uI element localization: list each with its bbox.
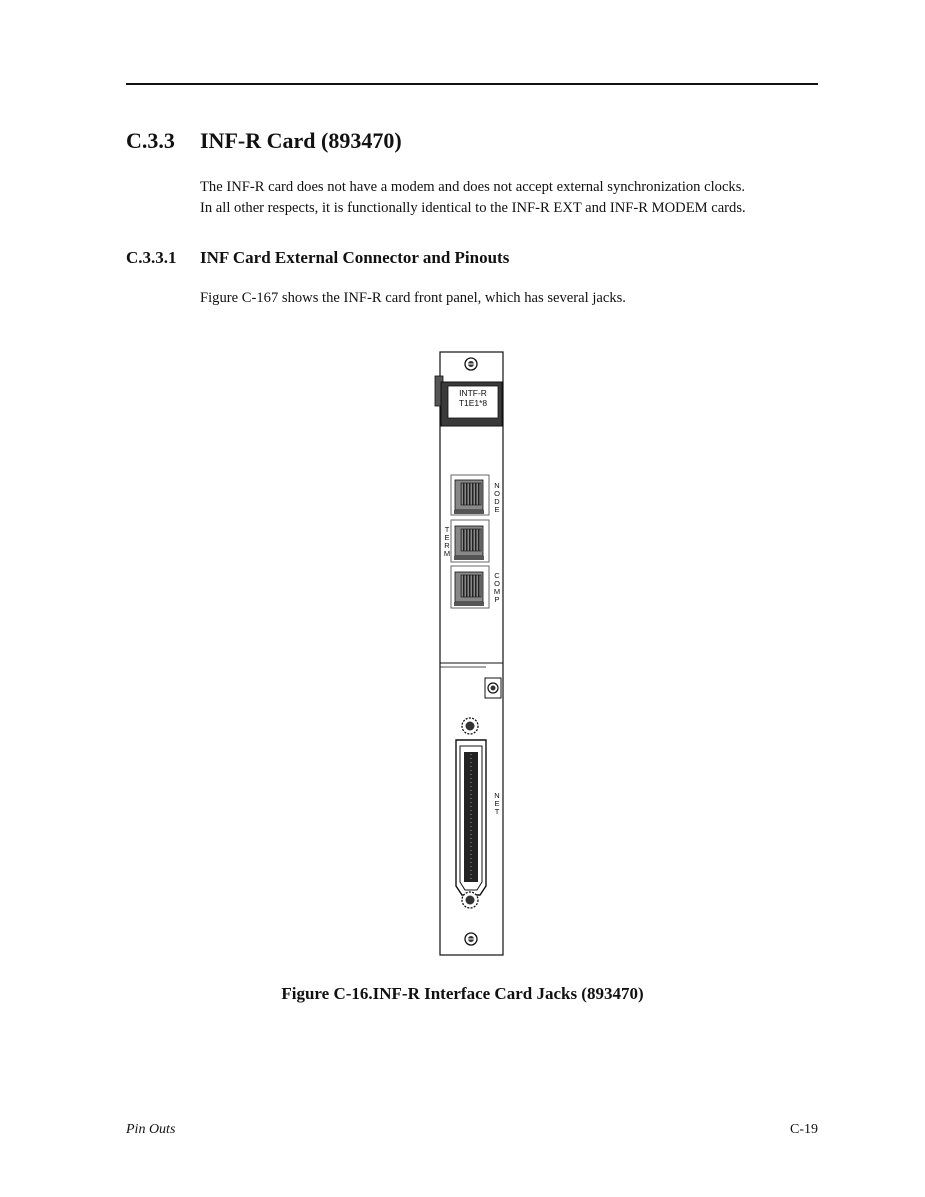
top-rule: [126, 83, 818, 85]
term-jack-label: T E R M: [443, 525, 451, 558]
figure-caption: Figure C-16.INF-R Interface Card Jacks (893470): [281, 984, 644, 1003]
section-heading: [126, 128, 402, 154]
footer-chapter: Pin Outs: [126, 1122, 176, 1137]
net-connector-label: N E T: [494, 791, 500, 816]
comp-jack-label: C O M P: [493, 571, 501, 604]
node-jack-icon: [451, 475, 489, 515]
node-jack-label: N O D E: [494, 481, 500, 514]
card-label-line-2: T1E1*8: [458, 398, 488, 408]
comp-jack-icon: [451, 566, 489, 608]
intro-line-2: In all other respects, it is functionally identical to the INF-R EXT and INF-R MODEM cards.: [200, 200, 746, 216]
page-number: C-19: [790, 1122, 818, 1137]
lower-thumbscrew-icon: [462, 892, 478, 908]
term-jack-icon: [451, 520, 489, 562]
top-screw-icon: [465, 358, 477, 370]
subsection-heading: [126, 248, 509, 268]
card-label-line-1: INTF-R: [459, 388, 487, 398]
intro-line-1: The INF-R card does not have a modem and does not accept external synchronization clocks.: [200, 179, 746, 195]
section-title: INF-R Card (893470): [200, 128, 402, 153]
inf-r-card-figure: [430, 350, 510, 958]
section-number: C.3.3: [126, 128, 175, 153]
mid-screw-icon: [485, 678, 501, 698]
upper-thumbscrew-icon: [462, 718, 478, 734]
subsection-text: Figure C-167 shows the INF-R card front panel, which has several jacks.: [200, 290, 626, 306]
bottom-screw-icon: [465, 933, 477, 945]
subsection-number: C.3.3.1: [126, 248, 177, 267]
net-connector-icon: [456, 740, 486, 895]
subsection-title: INF Card External Connector and Pinouts: [200, 248, 510, 267]
